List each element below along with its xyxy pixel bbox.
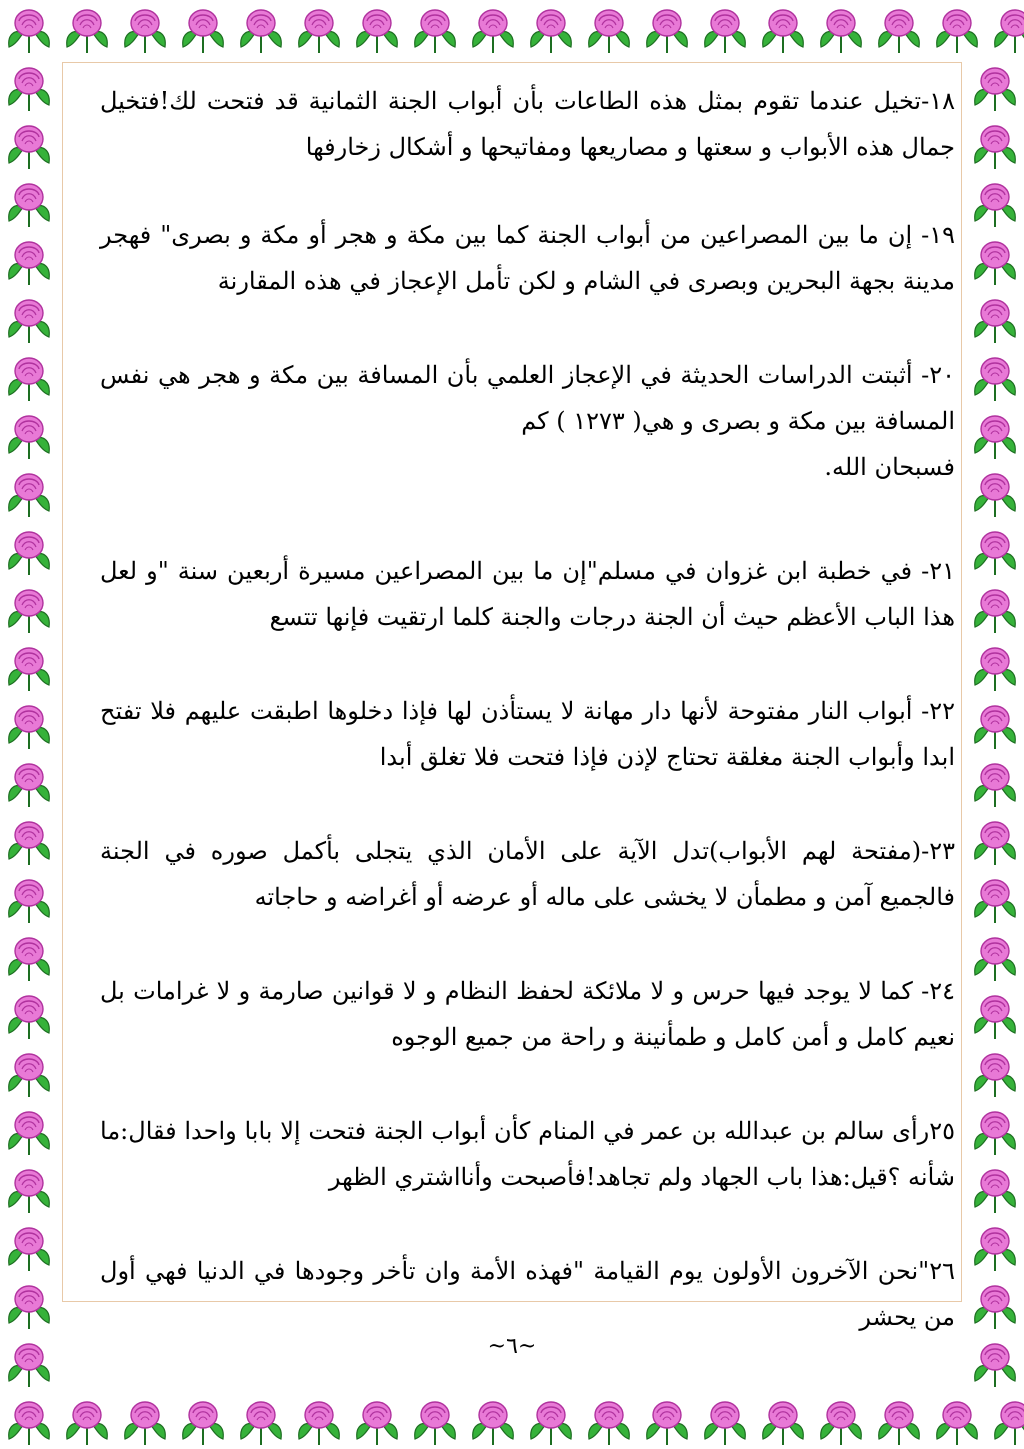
rose-flower-icon — [119, 1395, 171, 1447]
paragraph-18: ١٨-تخيل عندما تقوم بمثل هذه الطاعات بأن أبواب الجنة الثمانية قد فتحت لك!فتخيل جمال هذه الأبواب و سعتها و مصاريعها ومفاتيحها و أشكال زخارفها — [100, 87, 955, 161]
rose-flower-icon — [235, 1395, 287, 1447]
rose-flower-icon — [351, 1395, 403, 1447]
rose-flower-icon — [3, 119, 55, 171]
rose-flower-icon — [931, 3, 983, 55]
paragraph-23: ٢٣-(مفتحة لهم الأبواب)تدل الآية على الأمان الذي يتجلى بأكمل صوره في الجنة فالجميع آمن و مطمأن لا يخشى على ماله أو عرضه أو أغراضه و حاجاته — [100, 837, 955, 911]
rose-flower-icon — [969, 525, 1021, 577]
rose-flower-icon — [3, 525, 55, 577]
rose-flower-icon — [3, 699, 55, 751]
rose-flower-icon — [815, 1395, 867, 1447]
rose-flower-icon — [3, 583, 55, 635]
paragraph-25: ٢٥رأى سالم بن عبدالله بن عمر في المنام كأن أبواب الجنة فتحت إلا بابا واحدا فقال:ما شأنه ؟قيل:هذا باب الجهاد ولم تجاهد!فأصبحت وأنااشتري الظهر — [100, 1117, 955, 1191]
rose-flower-icon — [3, 235, 55, 287]
rose-flower-icon — [235, 3, 287, 55]
rose-flower-icon — [467, 3, 519, 55]
rose-flower-icon — [969, 1047, 1021, 1099]
border-bottom-roses — [0, 1392, 1024, 1449]
border-right-roses — [966, 58, 1024, 1392]
rose-flower-icon — [3, 931, 55, 983]
rose-flower-icon — [3, 815, 55, 867]
border-left-roses — [0, 58, 58, 1392]
rose-flower-icon — [757, 1395, 809, 1447]
paragraph-24: ٢٤- كما لا يوجد فيها حرس و لا ملائكة لحفظ النظام و لا قوانين صارمة و لا غرامات بل نعيم كامل و أمن كامل و طمأنينة و راحة من جميع الوجوه — [100, 977, 955, 1051]
rose-flower-icon — [351, 3, 403, 55]
rose-flower-icon — [3, 989, 55, 1041]
rose-flower-icon — [3, 1279, 55, 1331]
rose-flower-icon — [969, 177, 1021, 229]
rose-flower-icon — [3, 641, 55, 693]
rose-flower-icon — [969, 583, 1021, 635]
page-number: ~٦~ — [487, 1334, 537, 1359]
rose-flower-icon — [989, 1395, 1024, 1447]
rose-flower-icon — [177, 3, 229, 55]
rose-flower-icon — [969, 873, 1021, 925]
rose-flower-icon — [969, 815, 1021, 867]
rose-flower-icon — [931, 1395, 983, 1447]
rose-flower-icon — [3, 1163, 55, 1215]
rose-flower-icon — [969, 1163, 1021, 1215]
rose-flower-icon — [815, 3, 867, 55]
rose-flower-icon — [3, 1395, 55, 1447]
paragraph-20-closing: فسبحان الله. — [824, 453, 955, 481]
rose-flower-icon — [699, 3, 751, 55]
rose-flower-icon — [3, 61, 55, 113]
border-top-roses — [0, 0, 1024, 58]
rose-flower-icon — [61, 1395, 113, 1447]
rose-flower-icon — [969, 699, 1021, 751]
rose-flower-icon — [119, 3, 171, 55]
rose-flower-icon — [3, 757, 55, 809]
rose-flower-icon — [969, 1105, 1021, 1157]
rose-flower-icon — [969, 467, 1021, 519]
rose-flower-icon — [583, 1395, 635, 1447]
rose-flower-icon — [525, 3, 577, 55]
rose-flower-icon — [467, 1395, 519, 1447]
paragraph-19: ١٩- إن ما بين المصراعين من أبواب الجنة كما بين مكة و هجر أو مكة و بصرى" فهجر مدينة بجهة البحرين وبصرى في الشام و لكن تأمل الإعجاز في هذه المقارنة — [100, 221, 955, 295]
rose-flower-icon — [969, 931, 1021, 983]
rose-flower-icon — [969, 1279, 1021, 1331]
paragraph-21: ٢١- في خطبة ابن غزوان في مسلم"إن ما بين المصراعين مسيرة أربعين سنة "و لعل هذا الباب الأعظم حيث أن الجنة درجات والجنة كلما ارتقيت فإنها تتسع — [100, 557, 955, 631]
rose-flower-icon — [641, 3, 693, 55]
page-content — [95, 70, 955, 1331]
rose-flower-icon — [969, 989, 1021, 1041]
rose-flower-icon — [3, 293, 55, 345]
paragraph-22: ٢٢- أبواب النار مفتوحة لأنها دار مهانة لا يستأذن لها فإذا دخلوها اطبقت عليهم فلا تفتح ابدا وأبواب الجنة مغلقة تحتاج لإذن فإذا فتحت فلا تغلق أبدا — [100, 697, 955, 771]
rose-flower-icon — [641, 1395, 693, 1447]
rose-flower-icon — [3, 177, 55, 229]
rose-flower-icon — [3, 467, 55, 519]
rose-flower-icon — [293, 1395, 345, 1447]
paragraph-26: ٢٦"نحن الآخرون الأولون يوم القيامة "فهذه الأمة وان تأخر وجودها في الدنيا فهي أول من يحشر — [100, 1257, 955, 1331]
rose-flower-icon — [969, 235, 1021, 287]
rose-flower-icon — [3, 1105, 55, 1157]
rose-flower-icon — [969, 1221, 1021, 1273]
rose-flower-icon — [969, 293, 1021, 345]
rose-flower-icon — [969, 409, 1021, 461]
rose-flower-icon — [583, 3, 635, 55]
rose-flower-icon — [969, 119, 1021, 171]
rose-flower-icon — [989, 3, 1024, 55]
rose-flower-icon — [757, 3, 809, 55]
rose-flower-icon — [61, 3, 113, 55]
rose-flower-icon — [293, 3, 345, 55]
rose-flower-icon — [969, 61, 1021, 113]
rose-flower-icon — [409, 3, 461, 55]
rose-flower-icon — [969, 757, 1021, 809]
rose-flower-icon — [969, 641, 1021, 693]
rose-flower-icon — [3, 351, 55, 403]
rose-flower-icon — [177, 1395, 229, 1447]
rose-flower-icon — [3, 409, 55, 461]
rose-flower-icon — [409, 1395, 461, 1447]
rose-flower-icon — [873, 1395, 925, 1447]
rose-flower-icon — [699, 1395, 751, 1447]
rose-flower-icon — [3, 1047, 55, 1099]
rose-flower-icon — [525, 1395, 577, 1447]
rose-flower-icon — [873, 3, 925, 55]
rose-flower-icon — [3, 3, 55, 55]
rose-flower-icon — [3, 873, 55, 925]
paragraph-20: ٢٠- أثبتت الدراسات الحديثة في الإعجاز العلمي بأن المسافة بين مكة و هجر هي نفس المسافة بين مكة و بصرى و هي( ١٢٧٣ ) كم — [100, 361, 955, 435]
rose-flower-icon — [969, 351, 1021, 403]
rose-flower-icon — [3, 1221, 55, 1273]
